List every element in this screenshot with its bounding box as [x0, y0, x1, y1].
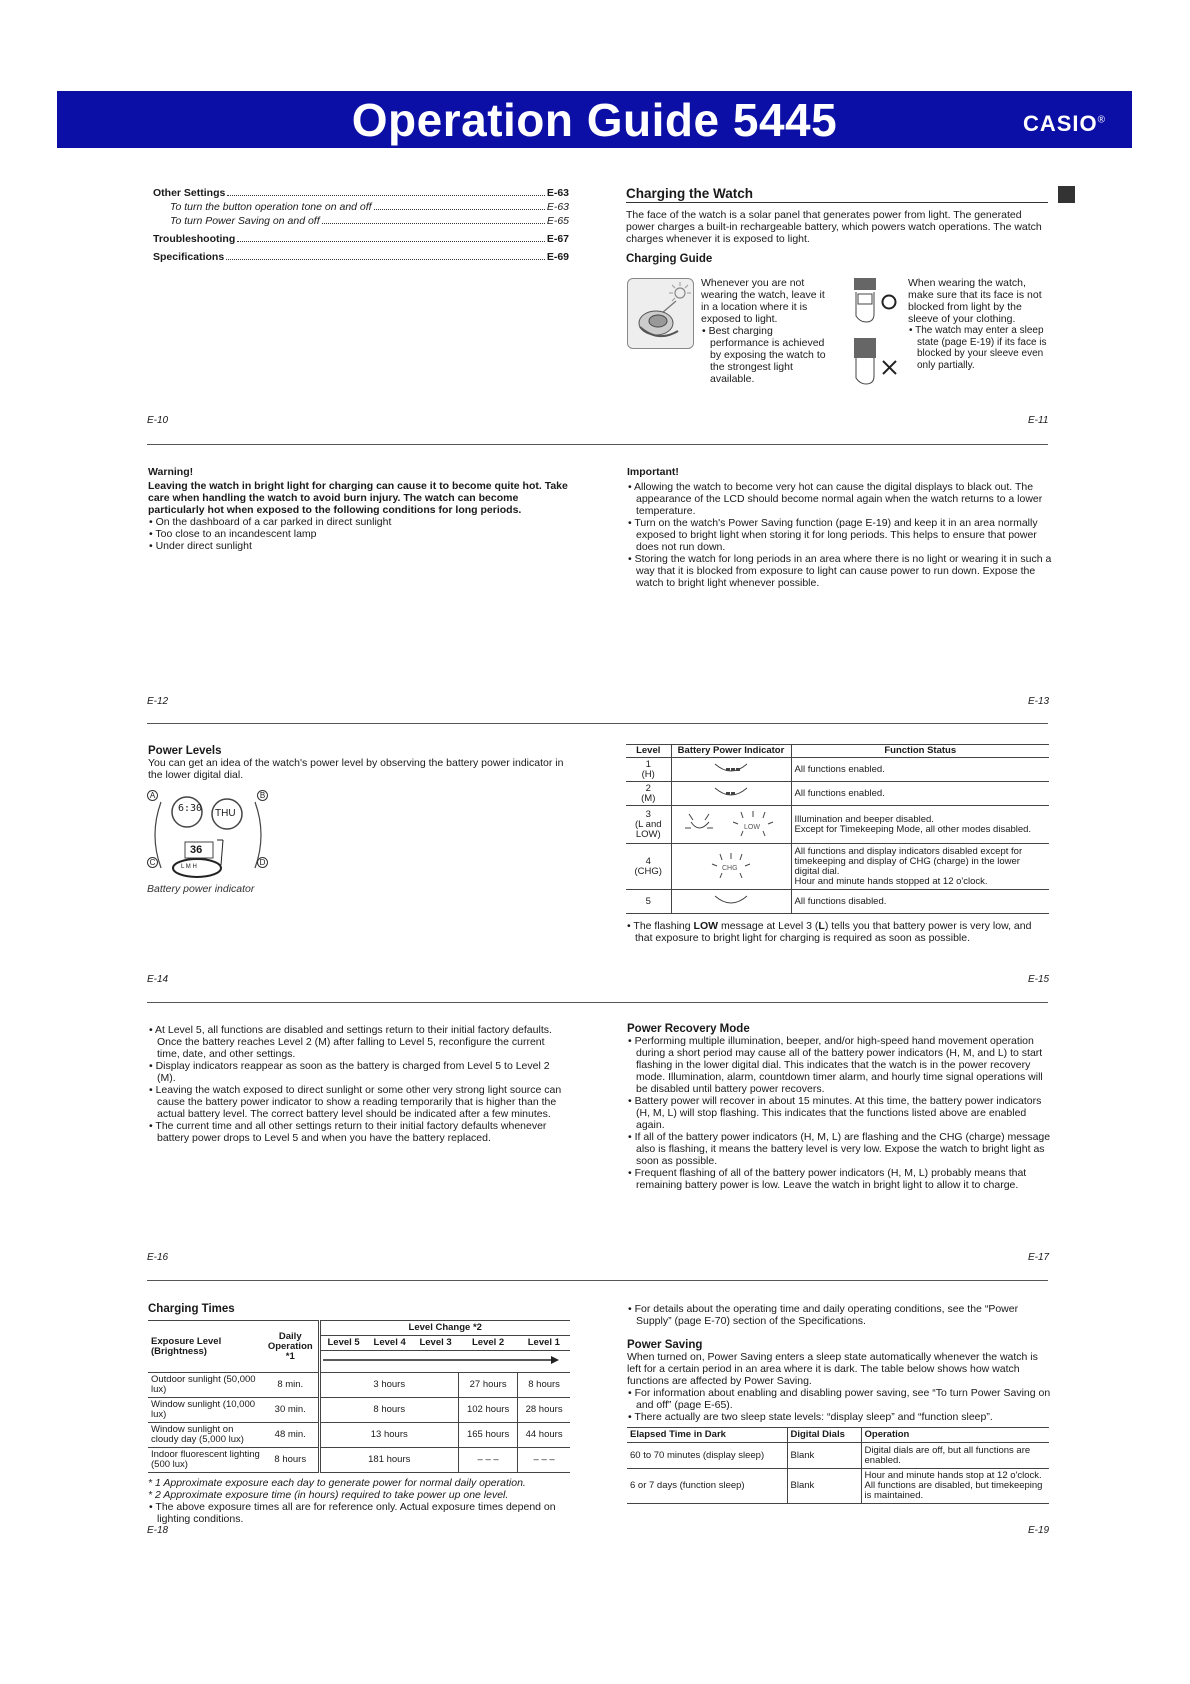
power-saving-intro: When turned on, Power Saving enters a sleep state automatically whenever the watch is left for a certain period in an area where it is dark. The table below shows how watch functions are affected by Power Saving.: [627, 1351, 1038, 1387]
power-saving-title: Power Saving: [627, 1339, 703, 1351]
table-row: [626, 844, 1049, 890]
page-number: E-19: [1028, 1525, 1050, 1536]
dial-seconds: 36: [190, 844, 203, 856]
list-item: • For details about the operating time and daily operating conditions, see the “Power Supply” (page E-70) section of the Specifications.: [627, 1303, 1053, 1327]
recovery-title: Power Recovery Mode: [627, 1023, 750, 1035]
button-b: B: [257, 790, 268, 801]
watch-dial-diagram: [147, 790, 277, 880]
level-cell: 2 (M): [626, 782, 671, 806]
list-item: • On the dashboard of a car parked in direct sunlight: [148, 516, 568, 528]
toc-row[interactable]: [153, 250, 569, 264]
dials-cell: Blank: [787, 1443, 861, 1469]
list-item: • Battery power will recover in about 15 minutes. At this time, the battery power indicators (H, M, L) will stop flashing. This indicates that the functions listed above are enabled again.: [627, 1095, 1053, 1131]
exposure-cell: Outdoor sunlight (50,000 lux): [148, 1373, 263, 1398]
level-cell: 8 hours: [319, 1398, 459, 1423]
charging-section: [626, 186, 1048, 265]
power-saving-section: [627, 1303, 1053, 1504]
page-number: E-17: [1028, 1252, 1050, 1263]
col-header: Level Change *2: [319, 1321, 570, 1336]
list-item: • Storing the watch for long periods in an area where there is no light or wearing it in such a way that it is blocked from exposure to light can cause power to run down. Expose the watch to bright light whenever possible.: [627, 553, 1053, 589]
level-header: Level 3: [413, 1336, 459, 1351]
warning-list: [148, 516, 568, 552]
battery-indicator-icon: [671, 890, 791, 914]
warning-body: Leaving the watch in bright light for charging can cause it to become quite hot. Take care when handling the watch to avoid burn injury. The watch can become particularly hot when exposed to the following conditions for long periods.: [148, 480, 568, 516]
level-cell: 28 hours: [518, 1398, 570, 1423]
charging-times-title: Charging Times: [148, 1303, 235, 1315]
page-number: E-15: [1028, 974, 1050, 985]
col-header: Battery Power Indicator: [671, 745, 791, 758]
toc-row[interactable]: [153, 232, 569, 246]
time-cell: 6 or 7 days (function sleep): [627, 1469, 787, 1504]
level-cell: 8 hours: [518, 1373, 570, 1398]
power-saving-table: [627, 1427, 1049, 1504]
section-title: Charging the Watch: [626, 186, 1048, 203]
level-header: Level 1: [518, 1336, 570, 1351]
divider: [147, 1280, 1048, 1281]
guide-right-text: [908, 277, 1053, 371]
daily-cell: 8 hours: [263, 1448, 319, 1473]
note-text: message at Level 3 (: [718, 920, 819, 932]
section-marker: [1058, 186, 1075, 203]
list-item: • If all of the battery power indicators (H, M, L) are flashing and the CHG (charge) message also is flashing, it means the battery level is very low. Expose the watch to bright light as soon as possible.: [627, 1131, 1053, 1167]
toc-page: E-65: [546, 215, 569, 227]
list-item: • At Level 5, all functions are disabled and settings return to their initial factory defaults. Once the battery reaches Level 2 (M) after falling to Level 5, reconfigure the current time, date, and other settings.: [148, 1024, 568, 1060]
table-row: [148, 1398, 570, 1423]
level-cell: 102 hours: [459, 1398, 518, 1423]
status-cell: All functions and display indicators disabled except for timekeeping and display of CHG (charge) in the lower digital dial. Hour and minute hands stopped at 12 o'clock.: [791, 844, 1049, 890]
list-item: • Frequent flashing of all of the battery power indicators (H, M, L) probably means that remaining battery power is low. Leave the watch in bright light to allow it to charge.: [627, 1167, 1053, 1191]
divider: [147, 723, 1048, 724]
warning-title: Warning!: [148, 466, 194, 478]
toc-label: Specifications: [153, 251, 225, 263]
col-header: Daily Operation *1: [263, 1321, 319, 1373]
footnote: * 2 Approximate exposure time (in hours) required to take power up one level.: [148, 1489, 509, 1501]
diagram-caption: Battery power indicator: [147, 883, 255, 895]
power-levels-intro: You can get an idea of the watch's power level by observing the battery power indicator in the lower digital dial.: [148, 757, 564, 781]
button-a: A: [147, 790, 158, 801]
col-header: Level: [626, 745, 671, 758]
brand-logo: [1023, 111, 1106, 137]
wrist-illustrations: [848, 278, 898, 388]
page-number: E-11: [1028, 415, 1049, 426]
important-title: Important!: [627, 466, 679, 478]
list-item: • Performing multiple illumination, beeper, and/or high-speed hand movement operation during a short period may cause all of the battery power indicators (H, M, and L) to start flashing in the lower digital dial. This indicates that the watch is in the power recovery mode. Illumination, alarm, countdown timer alarm, and hourly time signal operations will be disabled until battery power recovers.: [627, 1035, 1053, 1095]
toc-page: E-67: [546, 233, 569, 245]
page-number: E-12: [147, 696, 169, 707]
table-row: [627, 1469, 1049, 1504]
exposure-cell: Window sunlight (10,000 lux): [148, 1398, 263, 1423]
table-row: [148, 1448, 570, 1473]
daily-cell: 30 min.: [263, 1398, 319, 1423]
toc-row[interactable]: [153, 214, 569, 228]
col-header: Elapsed Time in Dark: [627, 1428, 787, 1443]
button-c: C: [147, 857, 158, 868]
level-cell: 3 (L and LOW): [626, 806, 671, 844]
divider: [147, 1002, 1048, 1003]
list-item: • The current time and all other settings return to their initial factory defaults whenever battery power drops to Level 5 and when you have the battery replaced.: [148, 1120, 568, 1144]
daily-cell: 48 min.: [263, 1423, 319, 1448]
button-d: D: [257, 857, 268, 868]
exposure-cell: Indoor fluorescent lighting (500 lux): [148, 1448, 263, 1473]
dial-time: 6:30: [178, 803, 203, 814]
level-cell: 1 (H): [626, 758, 671, 782]
list-item: • For information about enabling and disabling power saving, see “To turn Power Saving on and off” (page E-65).: [627, 1387, 1053, 1411]
time-cell: 60 to 70 minutes (display sleep): [627, 1443, 787, 1469]
dials-cell: Blank: [787, 1469, 861, 1504]
level-header: Level 4: [367, 1336, 413, 1351]
col-header: Exposure Level (Brightness): [148, 1321, 263, 1373]
page-number: E-13: [1028, 696, 1050, 707]
page-number: E-10: [147, 415, 169, 426]
important-section: [627, 466, 1053, 589]
list-item: • Display indicators reappear as soon as the battery is charged from Level 5 to Level 2 (M).: [148, 1060, 568, 1084]
page-number: E-18: [147, 1525, 169, 1536]
note-text: ) tells you that battery power is very low, and that exposure to bright light for charging is required as soon as possible.: [635, 920, 1032, 944]
note-text: The flashing: [633, 920, 694, 932]
battery-indicator-icon: [671, 782, 791, 806]
page-title: Operation Guide 5445: [351, 94, 838, 146]
col-header: Function Status: [791, 745, 1049, 758]
toc-page: E-63: [546, 187, 569, 199]
footnote: * 1 Approximate exposure each day to generate power for normal daily operation.: [148, 1477, 526, 1489]
list-item: • Allowing the watch to become very hot can cause the digital displays to black out. The appearance of the LCD should become normal again when the watch returns to a lower temperature.: [627, 481, 1053, 517]
battery-low-indicator-icon: [671, 806, 791, 844]
toc-page: E-63: [546, 201, 569, 213]
guide-title: Charging Guide: [626, 253, 713, 265]
exposure-cell: Window sunlight on cloudy day (5,000 lux): [148, 1423, 263, 1448]
toc-label: To turn Power Saving on and off: [170, 215, 320, 227]
status-cell: Illumination and beeper disabled. Except for Timekeeping Mode, all other modes disabled.: [791, 806, 1049, 844]
level-cell: 5: [626, 890, 671, 914]
toc-row[interactable]: [153, 186, 569, 200]
list-item: • Too close to an incandescent lamp: [148, 528, 568, 540]
page-number: E-14: [147, 974, 169, 985]
power-recovery-section: [627, 1023, 1053, 1191]
registered-mark: ®: [1097, 114, 1106, 126]
level-cell: – – –: [459, 1448, 518, 1473]
guide-right-bullet: • The watch may enter a sleep state (page E-19) if its face is blocked by your sleeve even only partially.: [908, 325, 1053, 371]
watch-in-light-image: [627, 278, 694, 349]
warning-section: [148, 466, 568, 552]
toc-label: Other Settings: [153, 187, 226, 199]
important-list: [627, 481, 1053, 589]
divider: [147, 444, 1048, 445]
col-header: Operation: [861, 1428, 1049, 1443]
footnote: • The above exposure times all are for reference only. Actual exposure times depend on lighting conditions.: [148, 1501, 570, 1525]
brand-name: CASIO: [1022, 111, 1098, 136]
list-item: • Under direct sunlight: [148, 540, 568, 552]
table-row: [148, 1423, 570, 1448]
charging-times-section: [148, 1303, 570, 1525]
power-levels-section: [148, 745, 568, 781]
header-banner: [57, 91, 1132, 148]
level-header: Level 2: [459, 1336, 518, 1351]
dial-lmh: L M H: [181, 864, 197, 870]
power-levels-title: Power Levels: [148, 745, 222, 757]
page-number: E-16: [147, 1252, 169, 1263]
toc-page: E-69: [546, 251, 569, 263]
toc-row[interactable]: [153, 200, 569, 214]
daily-cell: 8 min.: [263, 1373, 319, 1398]
table-row: [626, 890, 1049, 914]
list-item: • There actually are two sleep state levels: “display sleep” and “function sleep”.: [627, 1411, 1053, 1423]
col-header: Digital Dials: [787, 1428, 861, 1443]
low-note: [626, 920, 1049, 944]
status-cell: All functions disabled.: [791, 890, 1049, 914]
table-row: [626, 758, 1049, 782]
list-item: • Leaving the watch exposed to direct sunlight or some other very strong light source can cause the battery power indicator to show a reading temporarily that is higher than the actual battery level. The correct battery level should be indicated after a few minutes.: [148, 1084, 568, 1120]
level-cell: – – –: [518, 1448, 570, 1473]
guide-left-text: [701, 277, 831, 385]
guide-right-body: When wearing the watch, make sure that its face is not blocked from light by the sleeve of your clothing.: [908, 277, 1042, 325]
level-cell: 3 hours: [319, 1373, 459, 1398]
low-label: LOW: [744, 824, 760, 831]
toc-label: Troubleshooting: [153, 233, 236, 245]
toc-label: To turn the button operation tone on and off: [170, 201, 372, 213]
battery-indicator-icon: [671, 758, 791, 782]
status-cell: All functions enabled.: [791, 758, 1049, 782]
power-level-table: [626, 744, 1049, 944]
operation-cell: Digital dials are off, but all functions are enabled.: [861, 1443, 1049, 1469]
guide-left-body: Whenever you are not wearing the watch, leave it in a location where it is exposed to light.: [701, 277, 825, 325]
level-cell: 181 hours: [319, 1448, 459, 1473]
guide-left-bullet: • Best charging performance is achieved by exposing the watch to the strongest light available.: [701, 325, 831, 385]
chg-label: CHG: [722, 865, 738, 872]
operation-cell: Hour and minute hands stop at 12 o'clock. All functions are disabled, but timekeeping is maintained.: [861, 1469, 1049, 1504]
level-cell: 13 hours: [319, 1423, 459, 1448]
table-row: [626, 782, 1049, 806]
level-cell: 27 hours: [459, 1373, 518, 1398]
charging-intro: The face of the watch is a solar panel that generates power from light. The generated power charges a built-in rechargeable battery, which powers watch operations. The watch charges whenever it is exposed to light.: [626, 209, 1042, 245]
table-row: [626, 806, 1049, 844]
charging-times-table: [148, 1320, 570, 1473]
status-cell: All functions enabled.: [791, 782, 1049, 806]
note-bold: LOW: [693, 920, 719, 932]
level-arrow: [319, 1351, 570, 1373]
table-of-contents: [153, 186, 569, 264]
list-item: • Turn on the watch's Power Saving function (page E-19) and keep it in an area normally exposed to bright light when storing it for long periods. This helps to ensure that power does not run down.: [627, 517, 1053, 553]
level-header: Level 5: [319, 1336, 367, 1351]
table-row: [148, 1373, 570, 1398]
dial-day: THU: [215, 808, 236, 819]
level5-notes: [148, 1024, 568, 1144]
level-cell: 4 (CHG): [626, 844, 671, 890]
level-cell: 165 hours: [459, 1423, 518, 1448]
level-cell: 44 hours: [518, 1423, 570, 1448]
table-row: [627, 1443, 1049, 1469]
note-bold: L: [818, 920, 825, 932]
battery-chg-indicator-icon: [671, 844, 791, 890]
